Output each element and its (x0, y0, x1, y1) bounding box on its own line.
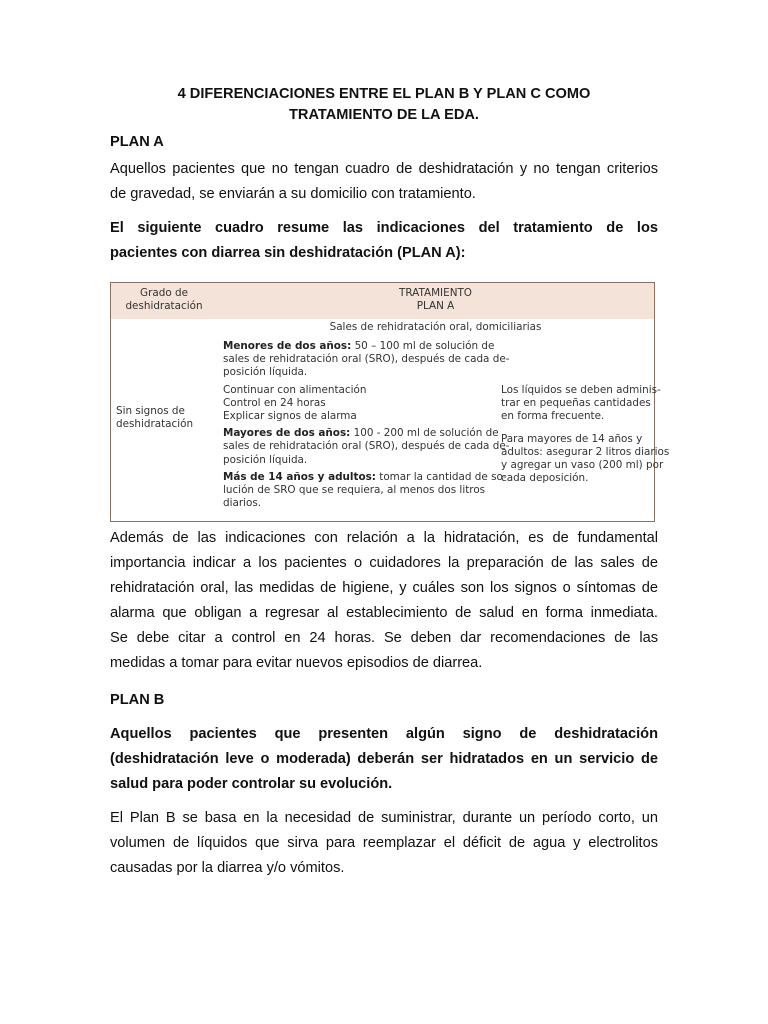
paragraph-line: rehidratación oral, las medidas de higiene, y cuáles son los signos o síntomas de (110, 580, 658, 596)
plan-b-heading: PLAN B (110, 692, 165, 708)
paragraph-line: de gravedad, se enviarán a su domicilio con tratamiento. (110, 186, 476, 202)
plan-b-body-paragraph (110, 806, 658, 881)
table-sin-signos: Sin signos de deshidratación (116, 405, 194, 431)
paragraph-line: El siguiente cuadro resume las indicaciones del tratamiento de los (110, 220, 658, 236)
paragraph-line: (deshidratación leve o moderada) deberán ser hidratados en un servicio de (110, 751, 658, 767)
paragraph-line: medidas a tomar para evitar nuevos episodios de diarrea. (110, 655, 483, 671)
table-header-tratamiento: TRATAMIENTO PLAN A (217, 283, 654, 319)
table-sales-row: Sales de rehidratación oral, domiciliarias (329, 321, 542, 333)
paragraph-line: Además de las indicaciones con relación a la hidratación, es de fundamental (110, 530, 658, 546)
paragraph-line: alarma que obligan a regresar al establecimiento de salud en forma inmediata. (110, 605, 658, 621)
mas14-block: Más de 14 años y adultos: tomar la cantidad de so- lución de SRO que se requiera, al menos dos litros diarios. (223, 470, 507, 510)
plan-a-table (110, 282, 670, 522)
plan-a-summary (110, 216, 658, 266)
menores-block: Menores de dos años: 50 – 100 ml de solución de sales de rehidratación oral (SRO), después de cada de- posición líquida. (223, 340, 510, 379)
title-line-1: 4 DIFERENCIACIONES ENTRE EL PLAN B Y PLAN C COMO (177, 86, 591, 102)
table-notes-cell: Los líquidos se deben adminis- trar en pequeñas cantidades en forma frecuente. Para mayores de 14 años y adultos: asegurar 2 litros diarios y agregar un vaso (200 ml) por cada deposición. (501, 384, 670, 485)
paragraph-line: volumen de líquidos que sirva para reemplazar el déficit de agua y electrolitos (110, 835, 658, 851)
paragraph-line: Aquellos pacientes que presenten algún signo de deshidratación (110, 726, 658, 742)
paragraph-line: El Plan B se basa en la necesidad de suministrar, durante un período corto, un (110, 810, 658, 826)
plan-a-heading: PLAN A (110, 134, 164, 150)
plan-a-intro (110, 157, 658, 207)
paragraph-line: causadas por la diarrea y/o vómitos. (110, 860, 345, 876)
paragraph-line: salud para poder controlar su evolución. (110, 776, 393, 792)
ademas-paragraph (110, 526, 658, 676)
table-treatment-cell (217, 337, 510, 521)
title-line-2: TRATAMIENTO DE LA EDA. (289, 107, 479, 123)
mayores-block: Mayores de dos años: 100 - 200 ml de solución de sales de rehidratación oral (SRO), después de cada de- posición líquida. (223, 427, 510, 466)
continuar-block: Continuar con alimentación Control en 24 horas Explicar signos de alarma (223, 383, 367, 423)
paragraph-line: importancia indicar a los pacientes o cuidadores la preparación de las sales de (110, 555, 658, 571)
document-title (110, 84, 658, 126)
table-header-grado: Grado de deshidratación (111, 283, 217, 319)
plan-b-bold-paragraph (110, 722, 658, 797)
paragraph-line: Se debe citar a control en 24 horas. Se deben dar recomendaciones de las (110, 630, 658, 646)
paragraph-line: pacientes con diarrea sin deshidratación (PLAN A): (110, 245, 466, 261)
paragraph-line: Aquellos pacientes que no tengan cuadro de deshidratación y no tengan criterios (110, 161, 658, 177)
